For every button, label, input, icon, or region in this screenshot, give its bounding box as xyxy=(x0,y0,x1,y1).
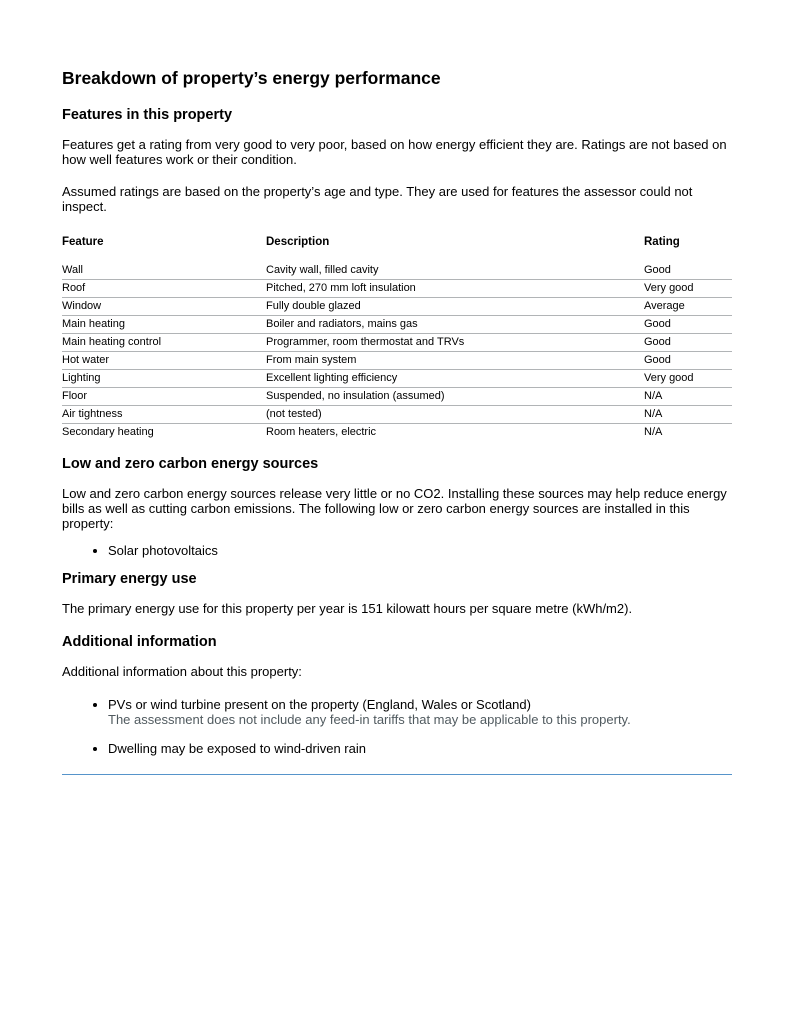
table-row xyxy=(62,352,732,370)
feature-cell: Floor xyxy=(62,388,266,406)
features-intro-paragraph: Features get a rating from very good to very poor, based on how energy efficient they are. Ratings are not based on how well features work or their condition. xyxy=(62,137,727,167)
list-item xyxy=(108,741,732,756)
feature-cell: Main heating control xyxy=(62,334,266,352)
column-header-feature: Feature xyxy=(62,236,104,248)
list-item-text: Dwelling may be exposed to wind-driven rain xyxy=(108,741,366,756)
description-cell: (not tested) xyxy=(266,406,644,424)
primary-energy-heading: Primary energy use xyxy=(62,571,197,587)
rating-cell: N/A xyxy=(644,426,663,438)
additional-information-heading: Additional information xyxy=(62,634,217,650)
description-cell: Room heaters, electric xyxy=(266,426,377,438)
rating-cell: Good xyxy=(644,262,732,280)
assumed-ratings-paragraph: Assumed ratings are based on the property’s age and type. They are used for features the assessor could not inspect. xyxy=(62,184,693,214)
rating-cell: Average xyxy=(644,298,732,316)
rating-cell: Very good xyxy=(644,370,732,388)
table-row xyxy=(62,406,732,424)
description-cell: Fully double glazed xyxy=(266,298,644,316)
list-item: • Solar photovoltaics xyxy=(108,543,732,558)
table-row xyxy=(62,388,732,406)
table-row xyxy=(62,370,732,388)
description-cell: Pitched, 270 mm loft insulation xyxy=(266,280,644,298)
additional-information-list xyxy=(62,697,732,756)
features-table xyxy=(62,236,732,441)
table-row xyxy=(62,424,732,442)
description-cell: Cavity wall, filled cavity xyxy=(266,262,644,280)
list-item-note: The assessment does not include any feed-in tariffs that may be applicable to this property. xyxy=(108,712,631,727)
feature-cell: Air tightness xyxy=(62,406,266,424)
description-cell: Excellent lighting efficiency xyxy=(266,370,644,388)
rating-cell: Good xyxy=(644,334,732,352)
rating-cell: N/A xyxy=(644,388,732,406)
features-heading: Features in this property xyxy=(62,107,233,123)
features-table-header-row xyxy=(62,236,732,262)
description-cell: Programmer, room thermostat and TRVs xyxy=(266,334,644,352)
description-cell: Boiler and radiators, mains gas xyxy=(266,316,644,334)
low-zero-carbon-list xyxy=(62,543,732,558)
primary-energy-paragraph: The primary energy use for this property per year is 151 kilowatt hours per square metre (kWh/m2). xyxy=(62,601,633,616)
table-row xyxy=(62,262,732,280)
feature-cell: Main heating xyxy=(62,316,266,334)
feature-cell: Roof xyxy=(62,280,266,298)
rating-cell: N/A xyxy=(644,406,732,424)
low-zero-carbon-heading: Low and zero carbon energy sources xyxy=(62,456,319,472)
table-row xyxy=(62,280,732,298)
page-title: Breakdown of property’s energy performance xyxy=(62,68,441,88)
feature-cell: Hot water xyxy=(62,352,266,370)
rating-cell: Good xyxy=(644,352,732,370)
feature-cell: Wall xyxy=(62,262,266,280)
table-row xyxy=(62,334,732,352)
low-zero-carbon-paragraph: Low and zero carbon energy sources release very little or no CO2. Installing these sources may help reduce energy bills as well as cutting carbon emissions. The following low or zero carbon energy sources are installed in this property: xyxy=(62,486,727,531)
list-item xyxy=(108,697,732,727)
table-row xyxy=(62,316,732,334)
feature-cell: Secondary heating xyxy=(62,426,154,438)
list-item-text: PVs or wind turbine present on the property (England, Wales or Scotland) xyxy=(108,697,531,712)
feature-cell: Lighting xyxy=(62,370,266,388)
column-header-description: Description xyxy=(266,236,330,248)
description-cell: From main system xyxy=(266,352,644,370)
energy-performance-section xyxy=(62,66,732,775)
additional-information-paragraph: Additional information about this property: xyxy=(62,664,302,679)
description-cell: Suspended, no insulation (assumed) xyxy=(266,388,644,406)
column-header-rating: Rating xyxy=(644,236,680,248)
rating-cell: Very good xyxy=(644,280,732,298)
table-row xyxy=(62,298,732,316)
rating-cell: Good xyxy=(644,316,732,334)
feature-cell: Window xyxy=(62,298,266,316)
section-divider xyxy=(62,774,732,775)
